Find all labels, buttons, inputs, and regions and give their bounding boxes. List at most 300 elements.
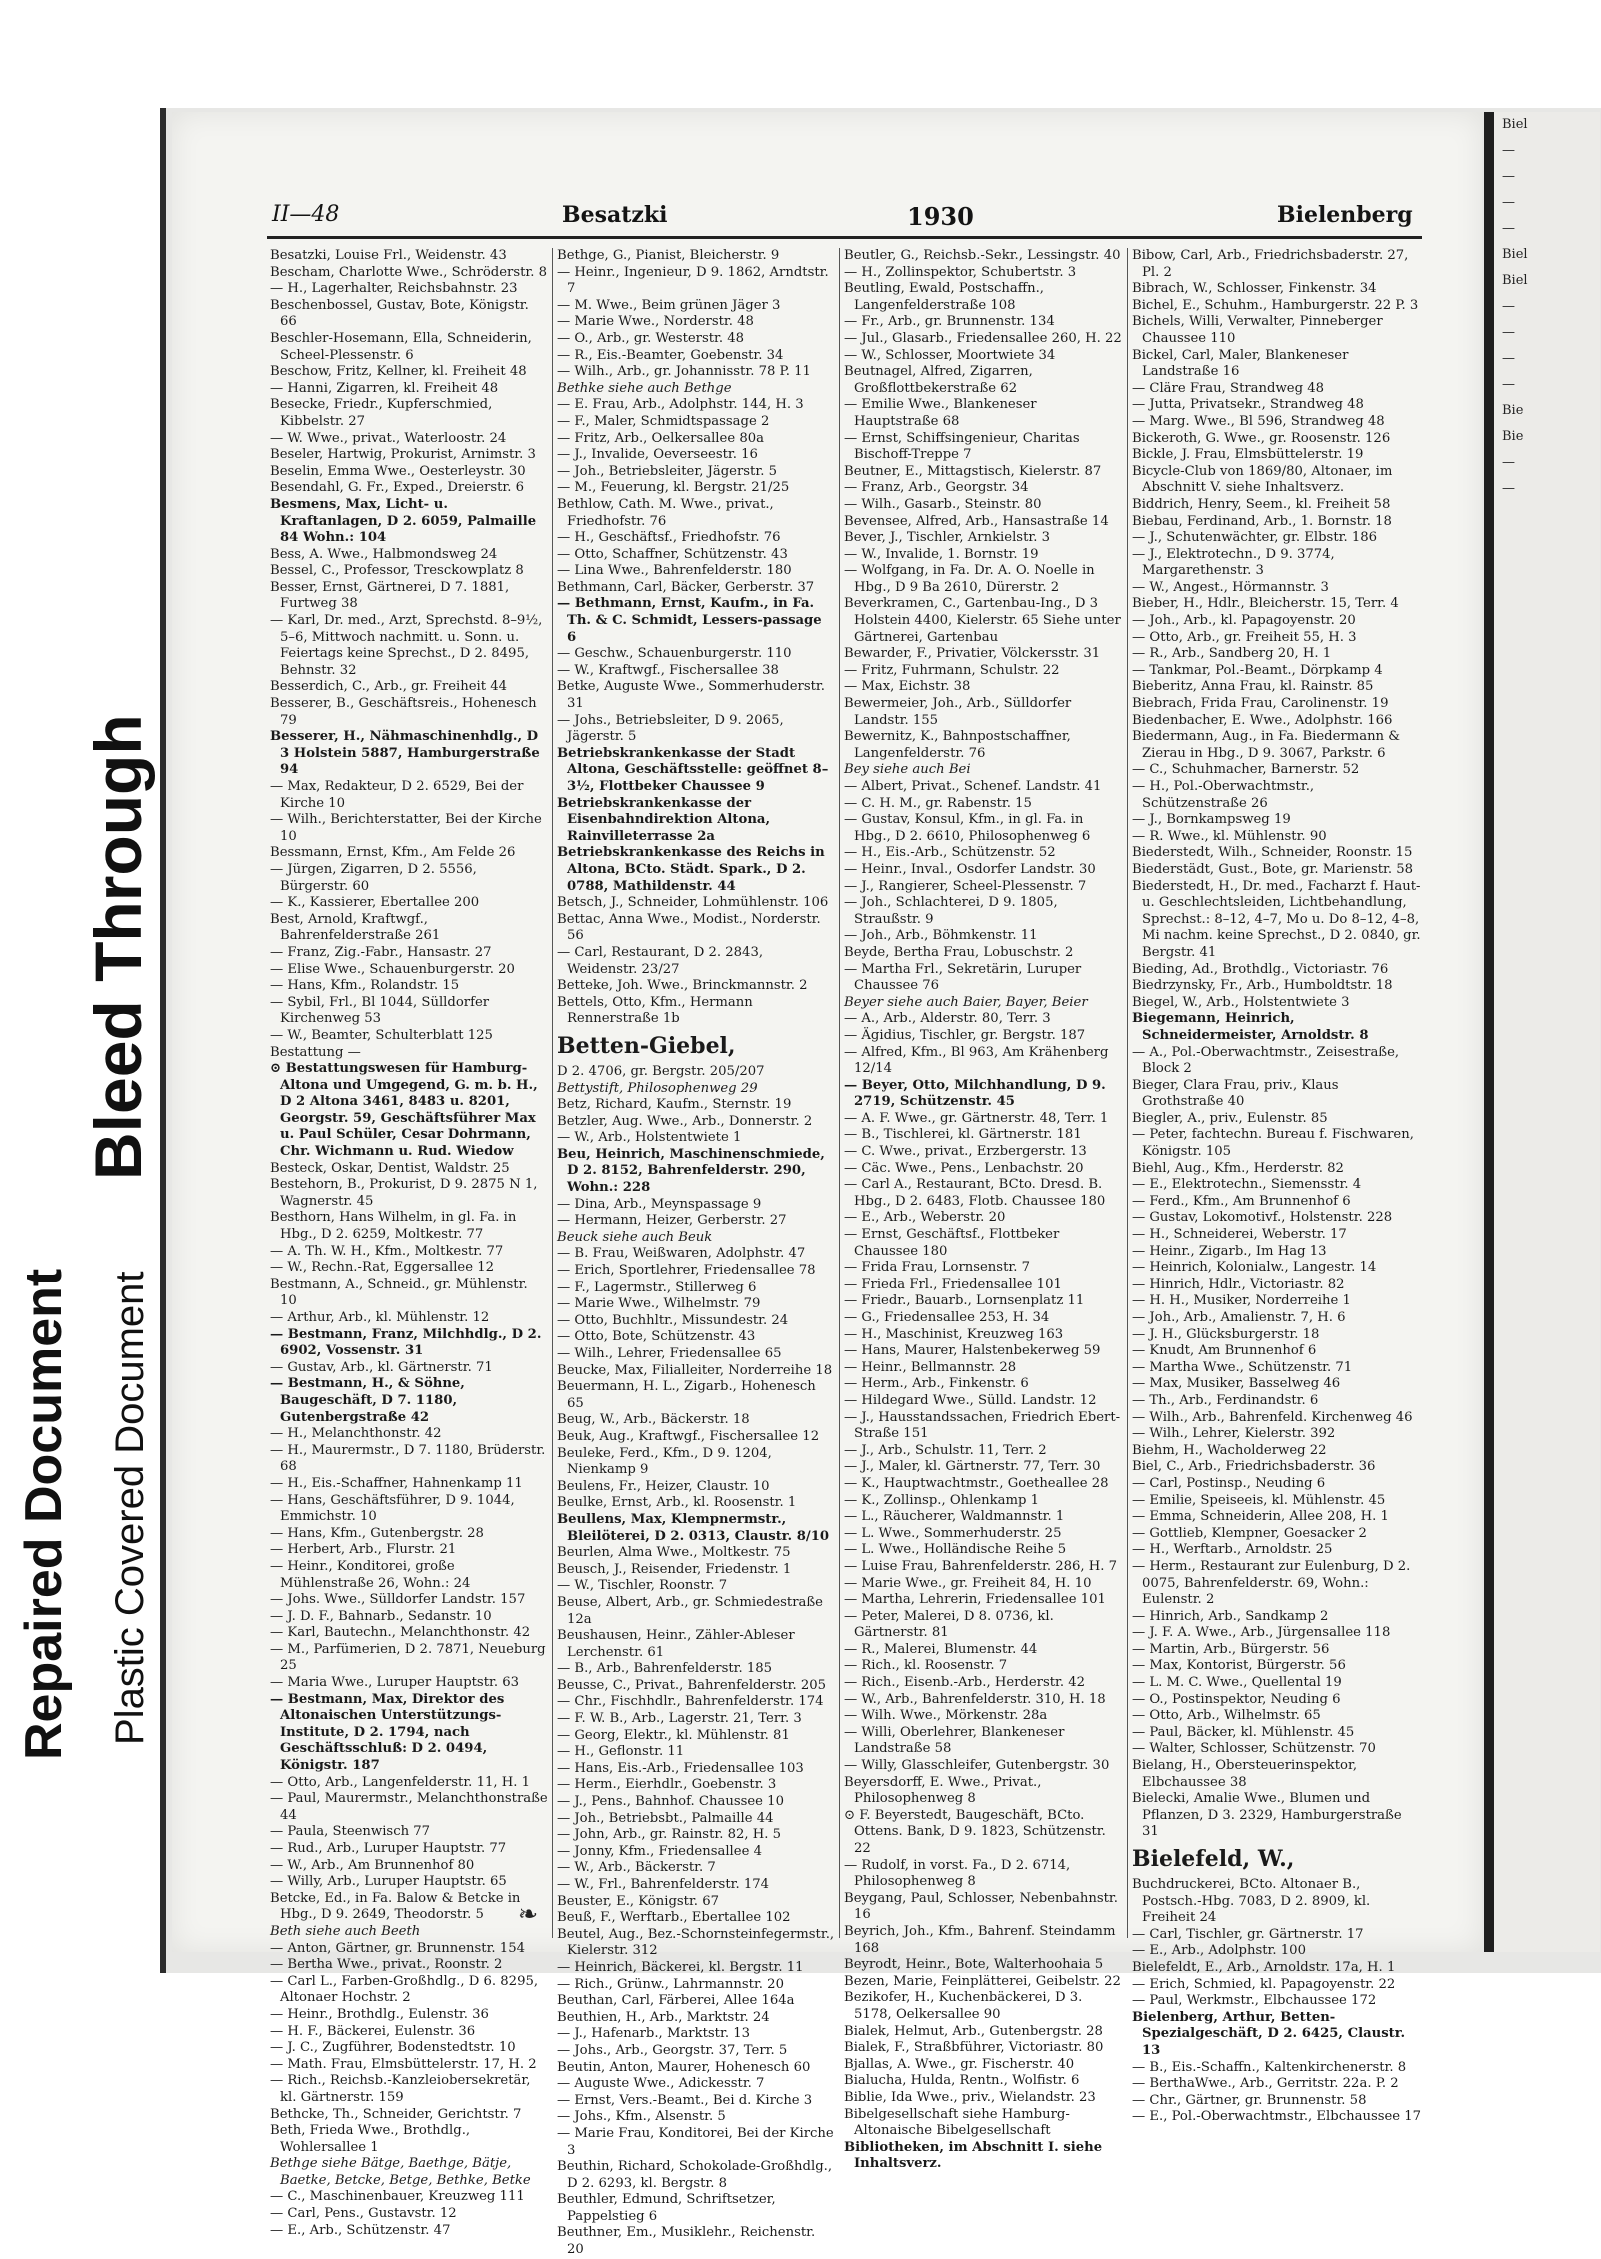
- directory-entry: — E., Elektrotechn., Siemensstr. 4: [1132, 1177, 1362, 1193]
- directory-entry: — L., Räucherer, Waldmannstr. 1: [844, 1509, 1065, 1525]
- directory-entry: — Joh., Schlachterei, D 9. 1805, Straußstr. 9: [844, 895, 1058, 927]
- directory-entry: — Albert, Privat., Schenef. Landstr. 41: [844, 779, 1102, 794]
- directory-entry: — Max, Kontorist, Bürgerstr. 56: [1132, 1658, 1346, 1674]
- directory-entry: Besendahl, G. Fr., Exped., Dreierstr. 6: [270, 480, 525, 496]
- directory-entry: Best, Arnold, Kraftwgf., Bahrenfelderstraße 261: [270, 911, 441, 944]
- directory-entry: Beutner, E., Mittagstisch, Kielerstr. 87: [844, 463, 1102, 479]
- directory-entry: — Walter, Schlosser, Schützenstr. 70: [1132, 1741, 1376, 1757]
- directory-entry: Beullens, Max, Klempnermstr., Bleilöterei, D 2. 0313, Claustr. 8/10: [557, 1511, 830, 1544]
- directory-entry: Betke, Auguste Wwe., Sommerhuderstr. 31: [557, 679, 825, 712]
- directory-entry: Beuthner, Em., Musiklehr., Reichenstr. 20: [557, 2225, 816, 2258]
- directory-entry: — Wilh., Arb., Bahrenfeld. Kirchenweg 46: [1132, 1409, 1413, 1425]
- directory-entry: — J. D. F., Bahnarb., Sedanstr. 10: [270, 1608, 492, 1624]
- header-year: 1930: [907, 202, 974, 231]
- next-page-fragment: —: [1502, 351, 1515, 366]
- directory-entry: — E. Frau, Arb., Adolphstr. 144, H. 3: [557, 397, 804, 413]
- directory-entry: — Joh., Arb., Böhmkenstr. 11: [844, 928, 1038, 944]
- directory-entry: — K., Zollinsp., Ohlenkamp 1: [844, 1492, 1040, 1508]
- next-page-fragment: —: [1502, 481, 1515, 496]
- directory-entry: — John, Arb., gr. Rainstr. 82, H. 5: [557, 1827, 782, 1843]
- directory-entry: — Otto, Buchhltr., Missundestr. 24: [557, 1312, 789, 1328]
- directory-entry: Beselin, Emma Wwe., Oesterleystr. 30: [270, 463, 526, 479]
- directory-entry: — Otto, Arb., Wilhelmstr. 65: [1132, 1708, 1321, 1724]
- directory-entry: — Hildegard Wwe., Sülld. Landstr. 12: [844, 1392, 1097, 1408]
- directory-entry: — Maria Wwe., Luruper Hauptstr. 63: [270, 1675, 520, 1691]
- directory-entry: Betzler, Aug. Wwe., Arb., Donnerstr. 2: [557, 1113, 813, 1129]
- directory-entry: — Hinrich, Arb., Sandkamp 2: [1132, 1608, 1329, 1624]
- directory-entry: — Johs., Kfm., Alsenstr. 5: [557, 2109, 726, 2125]
- directory-entry: — Anton, Gärtner, gr. Brunnenstr. 154: [270, 1940, 525, 1956]
- directory-entry: — Geschw., Schauenburgerstr. 110: [557, 646, 792, 662]
- directory-entry: — J., Bornkampsweg 19: [1132, 812, 1291, 828]
- directory-entry: Bickeroth, G. Wwe., gr. Roosenstr. 126: [1132, 430, 1391, 446]
- directory-entry: — M., Feuerung, kl. Bergstr. 21/25: [557, 480, 790, 496]
- directory-entry: — Lina Wwe., Bahrenfelderstr. 180: [557, 563, 792, 579]
- directory-entry: — Joh., Arb., kl. Papagoyenstr. 20: [1132, 613, 1356, 629]
- directory-entry: Bielecki, Amalie Wwe., Blumen und Pflanzen, D 3. 2329, Hamburgerstraße 31: [1132, 1791, 1402, 1840]
- directory-entry: — Max, Eichstr. 38: [844, 679, 971, 695]
- directory-entry: — Carl A., Restaurant, BCto. Dresd. B. Hbg., D 2. 6483, Flotb. Chaussee 180: [844, 1177, 1106, 1209]
- directory-entry: — Johs., Betriebsleiter, D 9. 2065, Jägerstr. 5: [557, 712, 784, 745]
- directory-entry: Biebrach, Frida Frau, Carolinenstr. 19: [1132, 696, 1389, 712]
- directory-entry: — Gustav, Lokomotivf., Holstenstr. 228: [1132, 1210, 1393, 1226]
- directory-entry: Bieger, Clara Frau, priv., Klaus Grothstraße 40: [1132, 1077, 1339, 1110]
- directory-entry: Betsch, J., Schneider, Lohmühlenstr. 106: [557, 895, 829, 911]
- directory-entry: Bestehorn, B., Prokurist, D 9. 2875 N 1, Wagnerstr. 45: [270, 1177, 538, 1209]
- directory-entry: Biedermann, Aug., in Fa. Biedermann & Zierau in Hbg., D 9. 3067, Parkstr. 6: [1132, 729, 1400, 761]
- directory-entry: — Ferd., Kfm., Am Brunnenhof 6: [1132, 1193, 1351, 1209]
- directory-entry: — Arthur, Arb., kl. Mühlenstr. 12: [270, 1310, 490, 1325]
- directory-entry: — Hans, Maurer, Halstenbekerweg 59: [844, 1343, 1101, 1359]
- directory-entry: — Carl, Pens., Gustavstr. 12: [270, 2206, 457, 2222]
- directory-entry: — Chr., Fischhdlr., Bahrenfelderstr. 174: [557, 1694, 824, 1710]
- directory-entry: — Bethmann, Ernst, Kaufm., in Fa. Th. & C. Schmidt, Lessers-passage 6: [557, 596, 822, 645]
- directory-entry: Bjallas, A. Wwe., gr. Fischerstr. 40: [844, 2056, 1075, 2072]
- directory-entry: — W., Arb., Bahrenfelderstr. 310, H. 18: [844, 1691, 1106, 1707]
- directory-entry: — Rich., Reichsb.-Kanzleiobersekretär, kl. Gärtnerstr. 159: [270, 2073, 531, 2105]
- directory-entry: — H., Zollinspektor, Schubertstr. 3: [844, 264, 1077, 280]
- directory-entry: — E., Arb., Weberstr. 20: [844, 1210, 1006, 1226]
- directory-entry: — A., Arb., Alderstr. 80, Terr. 3: [844, 1011, 1051, 1027]
- directory-entry: — B. Frau, Weißwaren, Adolphstr. 47: [557, 1246, 806, 1262]
- directory-entry: — Tankmar, Pol.-Beamt., Dörpkamp 4: [1132, 662, 1383, 678]
- directory-entry: — Max, Redakteur, D 2. 6529, Bei der Kirche 10: [270, 779, 524, 811]
- directory-entry: — Auguste Wwe., Adickesstr. 7: [557, 2076, 765, 2092]
- directory-entry: Beygang, Paul, Schlosser, Nebenbahnstr. 16: [844, 1890, 1118, 1923]
- directory-entry: Bewernitz, K., Bahnpostschaffner, Langenfelderstr. 76: [844, 729, 1071, 761]
- directory-entry: Buchdruckerei, BCto. Altonaer B., Postsch.-Hbg. 7083, D 2. 8909, kl. Freiheit 24: [1132, 1877, 1371, 1926]
- directory-entry: — E., Arb., Adolphstr. 100: [1132, 1943, 1306, 1959]
- directory-entry: Bethke siehe auch Bethge: [557, 380, 732, 396]
- directory-entry: — J., Pens., Bahnhof. Chaussee 10: [557, 1794, 784, 1810]
- directory-entry: — J., Hausstandssachen, Friedrich Ebert-Straße 151: [844, 1409, 1121, 1442]
- directory-entry: Betriebskrankenkasse der Stadt Altona, Geschäftsstelle: geöffnet 8–3½, Flottbeker Chaussee 9: [557, 745, 829, 794]
- directory-entry: Beug, W., Arb., Bäckerstr. 18: [557, 1412, 750, 1428]
- directory-entry: Beuleke, Ferd., Kfm., D 9. 1204, Nienkamp 9: [557, 1445, 772, 1478]
- directory-entry: Beusse, C., Privat., Bahrenfelderstr. 205: [557, 1677, 827, 1693]
- directory-entry: — Jul., Glasarb., Friedensallee 260, H. 22: [844, 330, 1122, 346]
- directory-entry: — Hans, Geschäftsführer, D 9. 1044, Emmichstr. 10: [270, 1492, 515, 1525]
- directory-entry: Besserer, B., Geschäftsreis., Hohenesch 79: [270, 696, 537, 728]
- directory-entry: — Johs., Arb., Georgstr. 37, Terr. 5: [557, 2042, 788, 2058]
- directory-entry: — R., Malerei, Blumenstr. 44: [844, 1641, 1038, 1657]
- directory-entry: Beyer siehe auch Baier, Bayer, Beier: [844, 994, 1088, 1010]
- header-last-entry: Bielenberg: [1277, 202, 1413, 228]
- directory-entry: Betten-Giebel,: [557, 1032, 736, 1059]
- directory-entry: — Martha, Lehrerin, Friedensallee 101: [844, 1592, 1106, 1608]
- directory-entry: — Willi, Oberlehrer, Blankeneser Landstraße 58: [844, 1724, 1065, 1757]
- directory-entry: — Frida Frau, Lornsenstr. 7: [844, 1260, 1030, 1276]
- directory-entry: — J. C., Zugführer, Bodenstedtstr. 10: [270, 2040, 516, 2056]
- directory-entry: — H. H., Musiker, Norderreihe 1: [1132, 1293, 1351, 1309]
- directory-entry: — Hinrich, Hdlr., Victoriastr. 82: [1132, 1276, 1345, 1292]
- directory-entry: Betteke, Joh. Wwe., Brinckmannstr. 2: [557, 978, 808, 994]
- directory-entry: ⊙ Bestattungswesen für Hamburg-Altona und Umgegend, G. m. b. H., D 2 Altona 3461, 8483 u. 8201, Georgstr. 59, Geschäftsführer Max u. Paul Schüler, Cesar Dohrmann, Chr. Wichmann u. Rud. Wiedow: [270, 1061, 538, 1160]
- directory-entry: — Martha Frl., Sekretärin, Luruper Chaussee 76: [844, 961, 1082, 994]
- directory-entry: Besserdich, C., Arb., gr. Freiheit 44: [270, 679, 508, 695]
- directory-entry: — H., Melanchthonstr. 42: [270, 1426, 442, 1442]
- directory-entry: ⊙ F. Beyerstedt, Baugeschäft, BCto. Ottens. Bank, D 9. 1823, Schützenstr. 22: [844, 1807, 1106, 1856]
- directory-entry: — Ägidius, Tischler, gr. Bergstr. 187: [844, 1027, 1086, 1043]
- directory-entry: — Willy, Glasschleifer, Gutenbergstr. 30: [844, 1758, 1110, 1774]
- directory-entry: — R. Wwe., kl. Mühlenstr. 90: [1132, 828, 1327, 844]
- directory-entry: Bickel, Carl, Maler, Blankeneser Landstraße 16: [1132, 347, 1349, 380]
- directory-entry: — F., Lagermstr., Stillerweg 6: [557, 1279, 757, 1295]
- directory-entry: — Peter, Malerei, D 8. 0736, kl. Gärtnerstr. 81: [844, 1608, 1054, 1641]
- directory-entry: — Frieda Frl., Friedensallee 101: [844, 1276, 1062, 1292]
- directory-entry: Besthorn, Hans Wilhelm, in gl. Fa. in Hbg., D 2. 6259, Moltkestr. 77: [270, 1210, 517, 1243]
- directory-entry: Bethmann, Carl, Bäcker, Gerberstr. 37: [557, 579, 815, 595]
- directory-entry: Bethlow, Cath. M. Wwe., privat., Friedhofstr. 76: [557, 496, 774, 529]
- directory-entry: — Sybil, Frl., Bl 1044, Sülldorfer Kirchenweg 53: [270, 994, 490, 1027]
- directory-entry: — W., Rechn.-Rat, Eggersallee 12: [270, 1260, 494, 1276]
- directory-entry: Bialek, F., Straßbführer, Victoriastr. 80: [844, 2040, 1104, 2056]
- directory-entry: — Joh., Betriebsbt., Palmaille 44: [557, 1810, 774, 1826]
- directory-entry: Bicycle-Club von 1869/80, Altonaer, im Abschnitt V. siehe Inhaltsverz.: [1132, 463, 1393, 496]
- directory-entry: Beth, Frieda Wwe., Brothdlg., Wohlersallee 1: [270, 2123, 471, 2155]
- directory-entry: Beutin, Anton, Maurer, Hohenesch 60: [557, 2059, 811, 2075]
- directory-entry: — F., Maler, Schmidtspassage 2: [557, 413, 770, 429]
- directory-entry: — Carl, Postinsp., Neuding 6: [1132, 1475, 1326, 1491]
- directory-entry: — Bestmann, H., & Söhne, Baugeschäft, D 7. 1180, Gutenbergstraße 42: [270, 1376, 465, 1425]
- directory-entry: Bessel, C., Professor, Tresckowplatz 8: [270, 563, 524, 579]
- directory-entry: Biedenbacher, E. Wwe., Adolphstr. 166: [1132, 712, 1393, 728]
- directory-entry: — Heinrich, Kolonialw., Langestr. 14: [1132, 1260, 1377, 1276]
- directory-entry: — W., Arb., Holstentwiete 1: [557, 1130, 742, 1146]
- directory-entry: — M., Parfümerien, D 2. 7871, Neueburg 25: [270, 1641, 546, 1674]
- directory-entry: — Carl L., Farben-Großhdlg., D 6. 8295, Altonaer Hochstr. 2: [270, 1973, 539, 2006]
- directory-entry: Bichels, Willi, Verwalter, Pinneberger Chaussee 110: [1132, 314, 1383, 346]
- directory-entry: Bielang, H., Obersteuerinspektor, Elbchaussee 38: [1132, 1758, 1358, 1790]
- directory-entry: Bewarder, F., Privatier, Völckersstr. 31: [844, 646, 1101, 662]
- directory-entry: Beuermann, H. L., Zigarb., Hohenesch 65: [557, 1379, 816, 1411]
- directory-entry: Biehl, Aug., Kfm., Herderstr. 82: [1132, 1160, 1344, 1176]
- directory-entry: — Friedr., Bauarb., Lornsenplatz 11: [844, 1293, 1085, 1309]
- directory-entry: Bettels, Otto, Kfm., Hermann Rennerstraße 1b: [557, 994, 753, 1027]
- directory-entry: — B., Tischlerei, kl. Gärtnerstr. 181: [844, 1127, 1082, 1143]
- directory-entry: Beuthan, Carl, Färberei, Allee 164a: [557, 1993, 795, 2009]
- directory-entry: Beucke, Max, Filialleiter, Norderreihe 18: [557, 1362, 833, 1378]
- directory-entry: — Marie Wwe., Norderstr. 48: [557, 314, 754, 330]
- directory-entry: Beyrodt, Heinr., Bote, Walterhoohaia 5: [844, 1957, 1104, 1973]
- directory-entry: Bey siehe auch Bei: [844, 762, 971, 778]
- directory-entry: — W., Tischler, Roonstr. 7: [557, 1578, 728, 1594]
- directory-entry: Bialucha, Hulda, Rentn., Wolfistr. 6: [844, 2073, 1080, 2089]
- directory-entry: Bibelgesellschaft siehe Hamburg-Altonaische Bibelgesellschaft: [844, 2106, 1070, 2139]
- directory-entry: Beyersdorff, E. Wwe., Privat., Philosophenweg 8: [844, 1774, 1042, 1807]
- directory-entry: — L. Wwe., Sommerhuderstr. 25: [844, 1525, 1062, 1541]
- next-page-fragment: Bie: [1502, 429, 1524, 444]
- directory-entry: Bever, J., Tischler, Arnkielstr. 3: [844, 530, 1050, 546]
- directory-entry: D 2. 4706, gr. Bergstr. 205/207: [557, 1063, 765, 1079]
- directory-entry: Beutel, Aug., Bez.-Schornsteinfegermstr., Kielerstr. 312: [557, 1926, 835, 1959]
- directory-entry: — Wilh., Lehrer, Friedensallee 65: [557, 1346, 782, 1361]
- directory-entry: — Hermann, Heizer, Gerberstr. 27: [557, 1213, 787, 1229]
- directory-entry: Bethge siehe Bätge, Baethge, Bätje, Baetke, Betcke, Betge, Bethke, Betke: [270, 2156, 531, 2188]
- directory-entry: Biegemann, Heinrich, Schneidermeister, Arnoldstr. 8: [1132, 1011, 1369, 1043]
- header-rule: [267, 236, 1422, 239]
- directory-entry: — Wilh., Berichterstatter, Bei der Kirche 10: [270, 812, 542, 844]
- next-page-fragment: —: [1502, 169, 1515, 184]
- directory-entry: — C. Wwe., privat., Erzbergerstr. 13: [844, 1144, 1087, 1160]
- directory-entry: — Herm., Arb., Finkenstr. 6: [844, 1376, 1029, 1392]
- repaired-document-label: Repaired Document: [15, 1268, 73, 1760]
- directory-entry: Biebau, Ferdinand, Arb., 1. Bornstr. 18: [1132, 513, 1392, 529]
- directory-entry: — W., Invalide, 1. Bornstr. 19: [844, 546, 1039, 562]
- directory-entry: — W., Frl., Bahrenfelderstr. 174: [557, 1877, 770, 1892]
- directory-entry: Beuk, Aug., Kraftwgf., Fischersallee 12: [557, 1428, 820, 1444]
- directory-entry: — J., Rangierer, Scheel-Plessenstr. 7: [844, 878, 1087, 894]
- directory-entry: — Hans, Eis.-Arb., Friedensallee 103: [557, 1760, 804, 1776]
- directory-entry: — A. Th. W. H., Kfm., Moltkestr. 77: [270, 1243, 504, 1259]
- next-page-fragment: —: [1502, 299, 1515, 314]
- directory-entry: — A. F. Wwe., gr. Gärtnerstr. 48, Terr. 1: [844, 1110, 1109, 1126]
- directory-entry: — Karl, Dr. med., Arzt, Sprechstd. 8–9½, 5–6, Mittwoch nachmitt. u. Sonn. u. Feiertags keine Sprechst., D 2. 8495, Behnstr. 32: [270, 613, 543, 678]
- directory-entry: — Rud., Arb., Luruper Hauptstr. 77: [270, 1841, 507, 1856]
- directory-entry: — H., Geschäftsf., Friedhofstr. 76: [557, 530, 781, 546]
- directory-entry: Betcke, Ed., in Fa. Balow & Betcke in Hbg., D 9. 2649, Theodorstr. 5: [270, 1890, 521, 1923]
- directory-entry: — Math. Frau, Elmsbüttelerstr. 17, H. 2: [270, 2056, 537, 2072]
- directory-entry: — Wolfgang, in Fa. Dr. A. O. Noelle in Hbg., D 9 Ba 2610, Dürerstr. 2: [844, 563, 1095, 595]
- directory-entry: — H., Geflonstr. 11: [557, 1744, 685, 1760]
- directory-entry: — C. H. M., gr. Rabenstr. 15: [844, 795, 1032, 811]
- directory-entry: — Ernst, Geschäftsf., Flottbeker Chaussee 180: [844, 1227, 1060, 1259]
- directory-entry: Beschler-Hosemann, Ella, Schneiderin, Scheel-Plessenstr. 6: [270, 330, 532, 363]
- directory-entry: — H., Pol.-Oberwachtmstr., Schützenstraße 26: [1132, 779, 1315, 811]
- directory-entry: — Chr., Gärtner, gr. Brunnenstr. 58: [1132, 2092, 1367, 2108]
- directory-entry: — W., Schlosser, Moortwiete 34: [844, 347, 1056, 363]
- directory-entry: Beusch, J., Reisender, Friedenstr. 1: [557, 1561, 792, 1577]
- directory-entry: Beuthien, H., Arb., Marktstr. 24: [557, 2009, 770, 2025]
- directory-entry: — Emilie, Speiseeis, kl. Mühlenstr. 45: [1132, 1492, 1386, 1508]
- directory-entry: — Otto, Bote, Schützenstr. 43: [557, 1329, 756, 1345]
- directory-entry: — Otto, Arb., Langenfelderstr. 11, H. 1: [270, 1774, 531, 1790]
- directory-entry: Biegler, A., priv., Eulenstr. 85: [1132, 1110, 1328, 1126]
- directory-entry: — Paul, Bäcker, kl. Mühlenstr. 45: [1132, 1724, 1355, 1740]
- column-divider: [1127, 248, 1128, 1938]
- directory-entry: Beschenbossel, Gustav, Bote, Königstr. 66: [270, 297, 529, 330]
- directory-entry: Besecke, Friedr., Kupferschmied, Kibbelstr. 27: [270, 397, 493, 429]
- directory-entry: — Cäc. Wwe., Pens., Lenbachstr. 20: [844, 1160, 1084, 1176]
- directory-entry: — W. Wwe., privat., Waterloostr. 24: [270, 430, 507, 446]
- directory-entry: — H., Werftarb., Arnoldstr. 25: [1132, 1542, 1333, 1558]
- directory-entry: — Fritz, Fuhrmann, Schulstr. 22: [844, 662, 1060, 678]
- directory-entry: Beverkramen, C., Gartenbau-Ing., D 3 Holstein 4400, Kielerstr. 65 Siehe unter Gärtnerei, Gartenbau: [844, 596, 1121, 645]
- directory-entry: Bettac, Anna Wwe., Modist., Norderstr. 56: [557, 911, 821, 944]
- directory-entry: — Heinr., Konditorei, große Mühlenstraße 26, Wohn.: 24: [270, 1558, 471, 1591]
- directory-entry: Beseler, Hartwig, Prokurist, Arnimstr. 3: [270, 447, 536, 463]
- next-page-fragment: —: [1502, 455, 1515, 470]
- directory-entry: Besserer, H., Nähmaschinenhdlg., D 3 Holstein 5887, Hamburgerstraße 94: [270, 729, 540, 778]
- directory-entry: — O., Arb., gr. Westerstr. 48: [557, 330, 745, 346]
- directory-entry: — Heinrich, Bäckerei, kl. Bergstr. 11: [557, 1959, 804, 1975]
- directory-entry: — E., Arb., Schützenstr. 47: [270, 2222, 451, 2238]
- directory-entry: Bialek, Helmut, Arb., Gutenbergstr. 28: [844, 2023, 1103, 2039]
- directory-entry: — Heinr., Brothdlg., Eulenstr. 36: [270, 2006, 489, 2022]
- directory-entry: — Martin, Arb., Bürgerstr. 56: [1132, 1641, 1330, 1657]
- directory-entry: Bielenberg, Arthur, Betten-Spezialgeschäft, D 2. 6425, Claustr. 13: [1132, 2009, 1406, 2058]
- directory-entry: Bess, A. Wwe., Halbmondsweg 24: [270, 546, 498, 562]
- directory-entry: Beyrich, Joh., Kfm., Bahrenf. Steindamm 168: [844, 1923, 1116, 1956]
- directory-entry: — Erich, Sportlehrer, Friedensallee 78: [557, 1263, 816, 1279]
- directory-entry: — L. M. C. Wwe., Quellental 19: [1132, 1675, 1342, 1691]
- directory-entry: — Wilh., Lehrer, Kielerstr. 392: [1132, 1426, 1336, 1442]
- directory-entry: — Ernst, Schiffsingenieur, Charitas Bischoff-Treppe 7: [844, 430, 1080, 463]
- directory-entry: — H., Eis.-Schaffner, Hahnenkamp 11: [270, 1475, 523, 1491]
- directory-entry: Biederstädt, Gust., Bote, gr. Marienstr. 58: [1132, 861, 1414, 877]
- directory-entry: — H., Eis.-Arb., Schützenstr. 52: [844, 845, 1056, 861]
- directory-entry: Bielefeld, W.,: [1132, 1846, 1295, 1872]
- directory-entry: — K., Kassierer, Ebertallee 200: [270, 895, 480, 911]
- directory-entry: — Knudt, Am Brunnenhof 6: [1132, 1343, 1317, 1359]
- directory-entry: — Hans, Kfm., Rolandstr. 15: [270, 978, 460, 994]
- directory-entry: — K., Hauptwachtmstr., Goetheallee 28: [844, 1475, 1109, 1491]
- directory-entry: — Rich., kl. Roosenstr. 7: [844, 1658, 1008, 1674]
- directory-entry: — Bertha Wwe., privat., Roonstr. 2: [270, 1957, 503, 1973]
- directory-entry: — J., Invalide, Oeverseestr. 16: [557, 447, 758, 463]
- directory-entry: — J., Schutenwächter, gr. Elbstr. 186: [1132, 530, 1378, 546]
- directory-entry: Bessmann, Ernst, Kfm., Am Felde 26: [270, 845, 516, 861]
- directory-entry: — Heinr., Zigarb., Im Hag 13: [1132, 1243, 1327, 1259]
- directory-entry: Beuster, E., Königstr. 67: [557, 1893, 719, 1909]
- directory-entry: Beutling, Ewald, Postschaffn., Langenfelderstraße 108: [844, 281, 1044, 313]
- directory-entry: — E., Pol.-Oberwachtmstr., Elbchaussee 17: [1132, 2109, 1422, 2125]
- next-page-fragment: —: [1502, 325, 1515, 340]
- directory-entry: — G., Friedensallee 253, H. 34: [844, 1310, 1050, 1325]
- directory-entry: — Otto, Arb., gr. Freiheit 55, H. 3: [1132, 629, 1357, 645]
- directory-column-2: [557, 248, 835, 2258]
- directory-entry: Besser, Ernst, Gärtnerei, D 7. 1881, Furtweg 38: [270, 579, 510, 612]
- directory-entry: — Jonny, Kfm., Friedensallee 4: [557, 1843, 762, 1859]
- directory-entry: — Gustav, Konsul, Kfm., in gl. Fa. in Hbg., D 2. 6610, Philosophenweg 6: [844, 812, 1091, 844]
- next-page-edge: [1484, 112, 1600, 1952]
- directory-entry: — Martha Wwe., Schützenstr. 71: [1132, 1359, 1353, 1375]
- directory-entry: — Marie Frau, Konditorei, Bei der Kirche 3: [557, 2125, 834, 2158]
- directory-entry: — Luise Frau, Bahrenfelderstr. 286, H. 7: [844, 1558, 1118, 1574]
- directory-entry: Biedrzynsky, Fr., Arb., Humboldtstr. 18: [1132, 978, 1393, 994]
- directory-entry: — Joh., Arb., Amalienstr. 7, H. 6: [1132, 1310, 1346, 1325]
- directory-entry: — J. F. A. Wwe., Arb., Jürgensallee 118: [1132, 1625, 1391, 1641]
- directory-entry: Bestattung —: [270, 1044, 361, 1060]
- directory-entry: — Dina, Arb., Meynspassage 9: [557, 1196, 762, 1212]
- directory-entry: Bevensee, Alfred, Arb., Hansastraße 14: [844, 513, 1109, 529]
- directory-entry: Biel, C., Arb., Friedrichsbaderstr. 36: [1132, 1459, 1376, 1475]
- directory-entry: — Joh., Betriebsleiter, Jägerstr. 5: [557, 463, 777, 479]
- directory-entry: — J., Arb., Schulstr. 11, Terr. 2: [844, 1442, 1047, 1458]
- directory-entry: — W., Kraftwgf., Fischersallee 38: [557, 662, 779, 678]
- directory-entry: — W., Angest., Hörmannstr. 3: [1132, 579, 1329, 595]
- directory-page: [172, 112, 1482, 2258]
- header-first-entry: Besatzki: [562, 202, 668, 228]
- directory-entry: Bethcke, Th., Schneider, Gerichtstr. 7: [270, 2106, 522, 2122]
- directory-entry: Biegel, W., Arb., Holstentwiete 3: [1132, 994, 1350, 1010]
- directory-entry: — Marie Wwe., gr. Freiheit 84, H. 10: [844, 1575, 1092, 1591]
- directory-entry: Bibliotheken, im Abschnitt I. siehe Inhaltsverz.: [844, 2139, 1103, 2172]
- directory-entry: — Fr., Arb., gr. Brunnenstr. 134: [844, 314, 1055, 330]
- directory-entry: Betz, Richard, Kaufm., Sternstr. 19: [557, 1097, 792, 1113]
- directory-entry: Bibrach, W., Schlosser, Finkenstr. 34: [1132, 281, 1377, 297]
- directory-entry: — Alfred, Kfm., Bl 963, Am Krähenberg 12/14: [844, 1044, 1109, 1077]
- directory-entry: — Wilh. Wwe., Mörkenstr. 28a: [844, 1708, 1048, 1724]
- next-page-fragment: Biel: [1502, 273, 1528, 288]
- directory-entry: Bichel, E., Schuhm., Hamburgerstr. 22 P. 3: [1132, 297, 1419, 313]
- directory-entry: Beurlen, Alma Wwe., Moltkestr. 75: [557, 1545, 791, 1561]
- directory-entry: — Franz, Arb., Georgstr. 34: [844, 480, 1029, 496]
- directory-entry: Beushausen, Heinr., Zähler-Ableser Lerchenstr. 61: [557, 1628, 795, 1660]
- next-page-fragment: Bie: [1502, 403, 1524, 418]
- directory-entry: Bezen, Marie, Feinplätterei, Geibelstr. 22: [844, 1973, 1121, 1989]
- directory-entry: — Karl, Bautechn., Melanchthonstr. 42: [270, 1625, 531, 1641]
- directory-entry: Beth siehe auch Beeth: [270, 1923, 421, 1939]
- directory-entry: Beuck siehe auch Beuk: [557, 1229, 713, 1245]
- directory-entry: — Heinr., Bellmannstr. 28: [844, 1359, 1017, 1375]
- directory-entry: — Paula, Steenwisch 77: [270, 1824, 431, 1840]
- directory-entry: Bezikofer, H., Kuchenbäckerei, D 3. 5178, Oelkersallee 90: [844, 1990, 1083, 2022]
- directory-entry: Biederstedt, Wilh., Schneider, Roonstr. 15: [1132, 845, 1413, 861]
- directory-entry: — J., Hafenarb., Marktstr. 13: [557, 2026, 750, 2042]
- bleed-through-label: Bleed Through: [81, 714, 155, 1180]
- directory-entry: — C., Schuhmacher, Barnerstr. 52: [1132, 762, 1360, 778]
- directory-entry: Bewermeier, Joh., Arb., Sülldorfer Landstr. 155: [844, 696, 1072, 728]
- directory-entry: — Marie Wwe., Wilhelmstr. 79: [557, 1296, 761, 1312]
- column-divider: [839, 248, 840, 1938]
- directory-entry: — Wilh., Gasarb., Steinstr. 80: [844, 496, 1042, 512]
- directory-entry: — H., Lagerhalter, Reichsbahnstr. 23: [270, 281, 518, 297]
- directory-entry: Beutler, G., Reichsb.-Sekr., Lessingstr. 40: [844, 248, 1121, 263]
- directory-entry: Betriebskrankenkasse der Eisenbahndirektion Altona, Rainvilleterrasse 2a: [557, 795, 771, 844]
- directory-entry: — Willy, Arb., Luruper Hauptstr. 65: [270, 1874, 507, 1890]
- directory-entry: — Jürgen, Zigarren, D 2. 5556, Bürgerstr. 60: [270, 861, 477, 894]
- directory-entry: Betriebskrankenkasse des Reichs in Altona, BCto. Städt. Spark., D 2. 0788, Mathildenstr. 44: [557, 845, 825, 894]
- directory-entry: Beuthler, Edmund, Schriftsetzer, Pappelstieg 6: [557, 2192, 776, 2224]
- directory-entry: — Cläre Frau, Strandweg 48: [1132, 380, 1324, 396]
- next-page-fragment: —: [1502, 377, 1515, 392]
- next-page-fragment: —: [1502, 221, 1515, 236]
- directory-entry: Biblie, Ida Wwe., priv., Wielandstr. 23: [844, 2089, 1096, 2105]
- directory-entry: — Emma, Schneiderin, Allee 208, H. 1: [1132, 1509, 1389, 1525]
- directory-entry: — H., Schneiderei, Weberstr. 17: [1132, 1227, 1347, 1243]
- directory-entry: Bethge, G., Pianist, Bleicherstr. 9: [557, 248, 780, 263]
- directory-entry: — M. Wwe., Beim grünen Jäger 3: [557, 297, 781, 313]
- directory-entry: — Carl, Tischler, gr. Gärtnerstr. 17: [1132, 1926, 1364, 1942]
- directory-entry: — Max, Musiker, Basselweg 46: [1132, 1376, 1341, 1392]
- next-page-fragment: —: [1502, 143, 1515, 158]
- directory-column-1: [270, 248, 548, 2238]
- directory-entry: Bieber, H., Hdlr., Bleicherstr. 15, Terr. 4: [1132, 596, 1399, 612]
- directory-entry: Bickle, J. Frau, Elmsbüttelerstr. 19: [1132, 447, 1364, 463]
- directory-entry: — J., Maler, kl. Gärtnerstr. 77, Terr. 30: [844, 1459, 1101, 1475]
- directory-entry: — Jutta, Privatsekr., Strandweg 48: [1132, 397, 1364, 413]
